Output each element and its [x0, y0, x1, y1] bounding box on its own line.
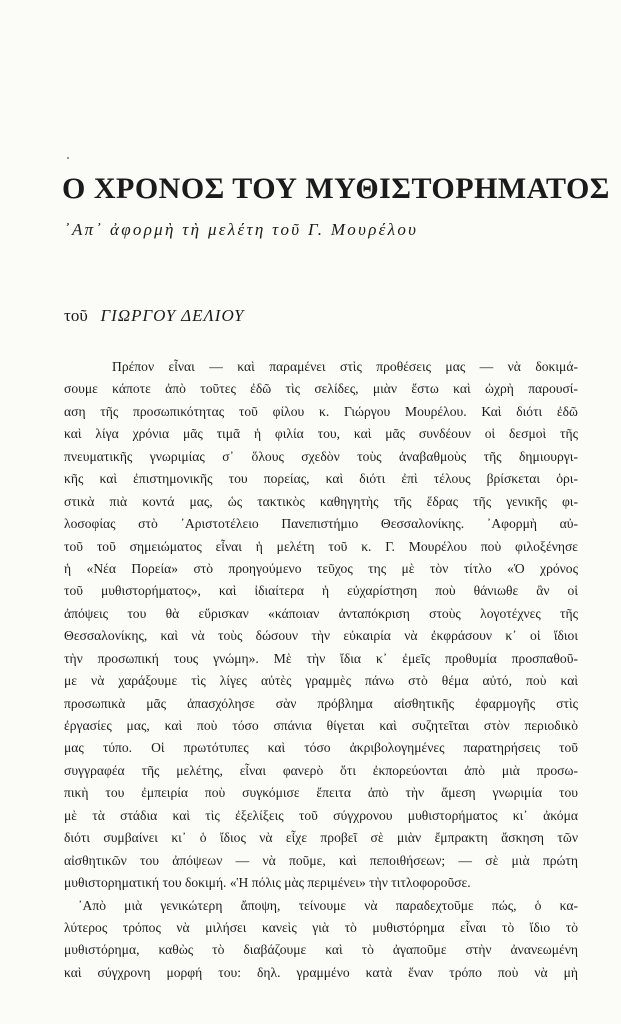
body-line: πνευματικῆς γνωριμίας σ᾿ ὅλους σχεδὸν τοὺς ἀναβαθμοὺς τῆς δημιουργι- — [64, 448, 578, 464]
body-line: σουμε κάποτε ἀπὸ τοῦτες ἐδῶ τὶς σελίδες, μιὰν ἔστω καὶ ὠχρὴ παρουσί- — [64, 381, 578, 397]
body-line: αση τῆς προσωπικότητας τοῦ φίλου κ. Γιώργου Μουρέλου. Καὶ διότι ἐδῶ — [64, 403, 578, 419]
body-line: Θεσσαλονίκης, καὶ νὰ τοὺς δώσουν τὴν εὐκαιρία νὰ ἐκφράσουν κ᾿ οἱ ἴδιοι — [64, 628, 578, 644]
body-line: καὶ σύγχρονη μορφή του: δηλ. γραμμένο κατὰ ἕναν τρόπο ποὺ νὰ μὴ — [64, 964, 578, 980]
author-prefix: τοῦ — [64, 306, 88, 325]
author-byline — [64, 306, 244, 326]
body-line: λοσοφίας στὸ ᾿Αριστοτέλειο Πανεπιστήμιο Θεσσαλονίκης. ᾿Αφορμὴ αὐ- — [64, 516, 578, 532]
body-line: ἐργασίες μας, καὶ ποὺ τόσο σπάνια θίγεται καὶ συζητεῖται στὸν περιοδικὸ — [64, 718, 578, 733]
body-line: συγγραφέα τῆς μελέτης, εἶναι φανερὸ ὅτι ἐκπορεύονται ἀπὸ μιὰ προσω- — [64, 762, 578, 778]
body-line: προσωπικὰ μᾶς ἀπασχόλησε σὰν πρόβλημα αἰσθητικῆς ἐφαρμογῆς στὶς — [64, 695, 578, 711]
body-line: μυθιστορηματική του δοκιμή. «Ἡ πόλις μὰς περιμένει» τὴν τιτλοφοροῦσε. — [64, 875, 471, 891]
body-line: με νὰ χαράξουμε τὶς λίγες αὐτὲς γραμμὲς πάνω στὸ θέμα αὐτό, ποὺ καὶ — [64, 673, 578, 689]
body-line: λύτερος τρόπος νὰ μιλήσει κανεὶς γιὰ τὸ μυθιστόρημα εἶναι τὸ ἴδιο τὸ — [64, 919, 578, 935]
body-line: διότι συμβαίνει κι᾿ ὁ ἴδιος νὰ εἶχε προβεῖ σὲ μιὰν ἔμπρακτη ἄσκηση τῶν — [64, 830, 578, 846]
body-line: ἡ «Νέα Πορεία» στὸ προηγούμενο τεῦχος της μὲ τὸν τίτλο «Ὁ χρόνος — [64, 560, 578, 576]
print-speck — [67, 157, 69, 159]
body-line: καὶ λίγα χρόνια μᾶς τιμᾶ ἡ φιλία του, καὶ μᾶς συνδέουν οἱ δεσμοὶ τῆς — [64, 426, 578, 442]
body-line: πικὴ του ἐμπειρία ποὺ συγκόμισε ἔπειτα ἀπὸ τὴν ἄμεση γνωριμία του — [64, 785, 578, 801]
body-line: τοῦ μυθιστορήματος», καὶ ἰδιαίτερα ἡ εὐχαρίστηση ποὺ θάνιωθε ἂν οἱ — [64, 583, 578, 599]
article-subtitle: ᾿Απ᾿ ἀφορμὴ τὴ μελέτη τοῦ Γ. Μουρέλου — [64, 220, 419, 239]
body-line: μυθιστόρημα, καθὼς τὸ διαβάζουμε καὶ τὸ ἀγαποῦμε στὴν ἀνανεωμένη — [64, 942, 578, 958]
body-line: τοῦ τοῦ σημειώματος εἶναι ἡ μελέτη τοῦ κ. Γ. Μουρέλου ποὺ φιλοξένησε — [64, 538, 578, 554]
body-line: αἰσθητικῶν του ἀπόψεων — νὰ ποῦμε, καὶ πεποιθήσεων; — σὲ μιὰ πρώτη — [64, 852, 578, 868]
body-line: ἀπόψεις του θὰ εὕρισκαν «κάποιαν ἀνταπόκριση στοὺς λογοτέχνες τῆς — [64, 605, 578, 621]
body-line: κῆς καὶ ἐπιστημονικῆς του πορείας, καὶ διότι ἐπὶ τέλους βρίσκεται ὁρι- — [64, 471, 578, 487]
body-line: μας τύπο. Οἱ πρωτότυπες καὶ τόσο ἀκριβολογημένες παρατηρήσεις τοῦ — [64, 740, 578, 756]
article-body — [64, 356, 578, 984]
body-line: ᾿Απὸ μιὰ γενικώτερη ἄποψη, τείνουμε νὰ παραδεχτοῦμε πώς, ὁ κα- — [78, 897, 578, 913]
author-name: ΓΙΩΡΓΟΥ ΔΕΛΙΟΥ — [100, 306, 245, 325]
body-line: τὴν προσωπική τους γνώμη». Μὲ τὴν ἴδια κ᾿ ἐμεῖς προθυμία προσπαθοῦ- — [64, 650, 578, 666]
body-line: μὲ τὰ στάδια καὶ τὶς ἐξελίξεις τοῦ σύγχρονου μυθιστορήματος κι᾿ ἀκόμα — [64, 807, 578, 823]
body-line: στικὰ πιὰ κοντά μας, ὡς τακτικὸς καθηγητὴς τῆς ἕδρας τῆς γενικῆς φι- — [64, 493, 578, 509]
article-title: Ο ΧΡΟΝΟΣ ΤΟΥ ΜΥΘΙΣΤΟΡΗΜΑΤΟΣ — [62, 172, 610, 205]
body-line: Πρέπον εἶναι — καὶ παραμένει στὶς προθέσεις μας — νὰ δοκιμά- — [112, 359, 578, 374]
